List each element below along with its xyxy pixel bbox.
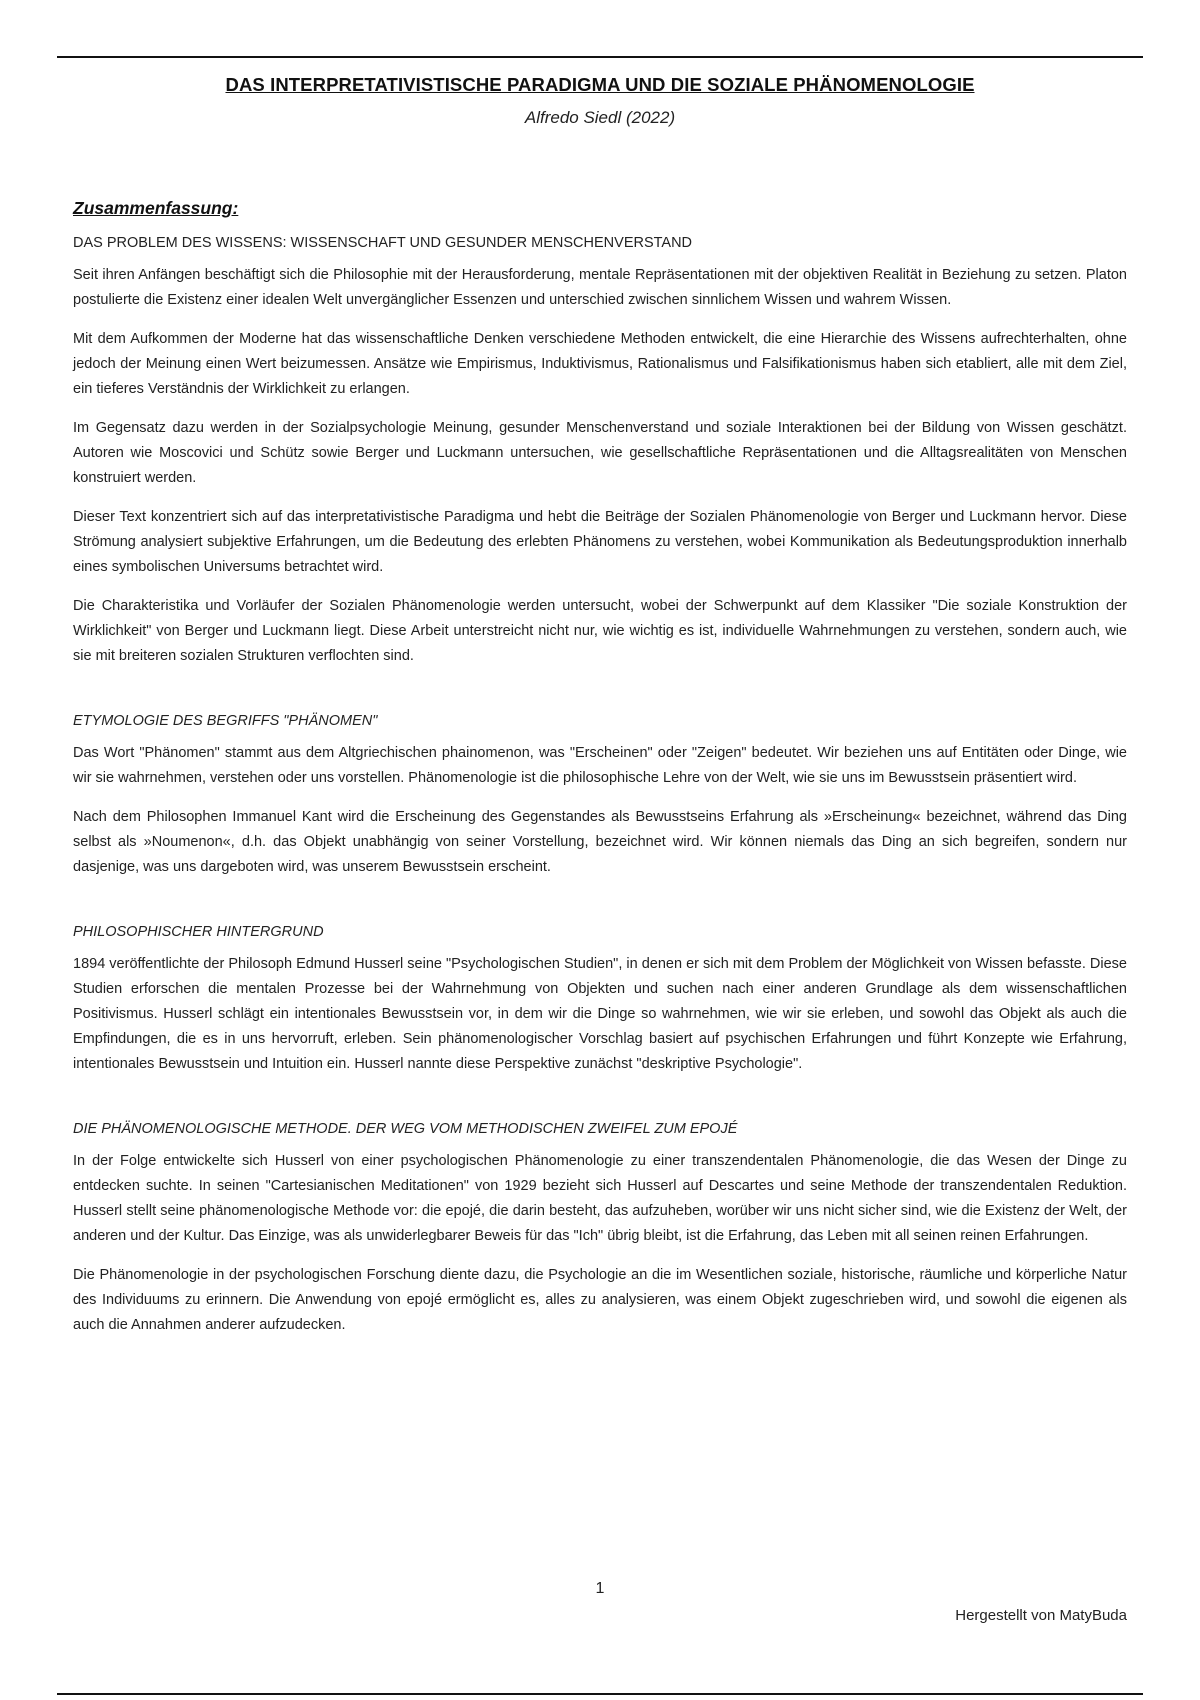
section-paragraph: Die Phänomenologie in der psychologischen Forschung diente dazu, die Psychologie an die im Wesentlichen soziale, historische, räumliche und körperliche Natur des Individuums zu erinnern. Die Anwendung von epojé ermöglicht es, alles zu analysieren, was einem Objekt zugeschrieben wird, und sowohl die eigenen als auch die Annahmen anderer aufzudecken. (73, 1267, 1127, 1333)
section-heading-background: PHILOSOPHISCHER HINTERGRUND (73, 924, 324, 940)
document-page (73, 74, 1127, 1338)
document-title: DAS INTERPRETATIVISTISCHE PARADIGMA UND DIE SOZIALE PHÄNOMENOLOGIE (225, 74, 975, 95)
section-heading-etymology: ETYMOLOGIE DES BEGRIFFS "PHÄNOMEN" (73, 713, 378, 729)
summary-paragraph: Seit ihren Anfängen beschäftigt sich die Philosophie mit der Herausforderung, mentale Repräsentationen mit der objektiven Realität in Beziehung zu setzen. Platon postulierte die Existenz einer idealen Welt unvergänglicher Essenzen und unterschied zwischen sinnlichem Wissen und wahrem Wissen. (73, 267, 1127, 308)
footer-credit: Hergestellt von MatyBuda (955, 1607, 1127, 1624)
summary-subheading: DAS PROBLEM DES WISSENS: WISSENSCHAFT UND GESUNDER MENSCHENVERSTAND (73, 235, 693, 251)
section-paragraph: 1894 veröffentlichte der Philosoph Edmund Husserl seine "Psychologischen Studien", in denen er sich mit dem Problem der Möglichkeit von Wissen befasste. Diese Studien erforschen die mentalen Prozesse bei der Wahrnehmung von Objekten und suchen nach einer anderen Grundlage als dem wissenschaftlichen Positivismus. Husserl schlägt ein intentionales Bewusstsein vor, in dem wir die Dinge so wahrnehmen, wie wir sie erleben, und sowohl das Objekt als auch die Empfindungen, die es in uns hervorruft, erleben. Sein phänomenologischer Vorschlag basiert auf psychischen Erfahrungen und führt Konzepte wie Erfahrung, intentionales Bewusstsein und Intuition ein. Husserl nannte diese Perspektive zunächst "deskriptive Psychologie". (73, 956, 1127, 1072)
section-paragraph: In der Folge entwickelte sich Husserl von einer psychologischen Phänomenologie zu einer transzendentalen Phänomenologie, die das Wesen der Dinge zu entdecken suchte. In seinen "Cartesianischen Meditationen" von 1929 bezieht sich Husserl auf Descartes und seine Methode der transzendentalen Reduktion. Husserl stellt seine phänomenologische Methode vor: die epojé, die darin besteht, das aufzuheben, worüber wir uns nicht sicher sind, wie die Existenz der Welt, der anderen und der Kultur. Das Einzige, was als unwiderlegbarer Beweis für das "Ich" übrig bleibt, ist die Erfahrung, das Leben mit all seinen reinen Erfahrungen. (73, 1153, 1127, 1244)
summary-heading: Zusammenfassung: (73, 198, 239, 218)
section-paragraph: Das Wort "Phänomen" stammt aus dem Altgriechischen phainomenon, was "Erscheinen" oder "Zeigen" bedeutet. Wir beziehen uns auf Entitäten oder Dinge, wie wir sie wahrnehmen, verstehen oder uns vorstellen. Phänomenologie ist die philosophische Lehre von der Welt, wie sie uns im Bewusstsein präsentiert wird. (73, 745, 1127, 786)
bottom-rule (57, 1693, 1143, 1695)
section-heading-method: DIE PHÄNOMENOLOGISCHE METHODE. DER WEG VOM METHODISCHEN ZWEIFEL ZUM EPOJÉ (73, 1121, 738, 1137)
summary-paragraph: Die Charakteristika und Vorläufer der Sozialen Phänomenologie werden untersucht, wobei der Schwerpunkt auf dem Klassiker "Die soziale Konstruktion der Wirklichkeit" von Berger und Luckmann liegt. Diese Arbeit unterstreicht nicht nur, wie wichtig es ist, individuelle Wahrnehmungen zu verstehen, sondern auch, wie sie mit breiteren sozialen Strukturen verflochten sind. (73, 598, 1127, 664)
summary-paragraph: Mit dem Aufkommen der Moderne hat das wissenschaftliche Denken verschiedene Methoden entwickelt, die eine Hierarchie des Wissens aufrechterhalten, ohne jedoch der Meinung einen Wert beizumessen. Ansätze wie Empirismus, Induktivismus, Rationalismus und Falsifikationismus haben sich etabliert, alle mit dem Ziel, ein tieferes Verständnis der Wirklichkeit zu erlangen. (73, 331, 1127, 397)
top-rule (57, 56, 1143, 58)
summary-paragraph: Dieser Text konzentriert sich auf das interpretativistische Paradigma und hebt die Beiträge der Sozialen Phänomenologie von Berger und Luckmann hervor. Diese Strömung analysiert subjektive Erfahrungen, um die Bedeutung des erlebten Phänomens zu verstehen, wobei Kommunikation als Bedeutungsproduktion innerhalb eines symbolischen Universums betrachtet wird. (73, 509, 1127, 575)
section-paragraph: Nach dem Philosophen Immanuel Kant wird die Erscheinung des Gegenstandes als Bewusstseins Erfahrung als »Erscheinung« bezeichnet, während das Ding selbst als »Noumenon«, d.h. das Objekt unabhängig von seiner Vorstellung, bezeichnet wird. Wir können niemals das Ding an sich begreifen, sondern nur dasjenige, was uns dargeboten wird, was unserem Bewusstsein erscheint. (73, 809, 1127, 875)
summary-paragraph: Im Gegensatz dazu werden in der Sozialpsychologie Meinung, gesunder Menschenverstand und soziale Interaktionen bei der Bildung von Wissen geschätzt. Autoren wie Moscovici und Schütz sowie Berger und Luckmann untersuchen, wie gesellschaftliche Repräsentationen und die Alltagsrealitäten von Menschen konstruiert werden. (73, 420, 1127, 486)
document-author: Alfredo Siedl (2022) (524, 108, 676, 127)
page-number: 1 (595, 1580, 605, 1597)
